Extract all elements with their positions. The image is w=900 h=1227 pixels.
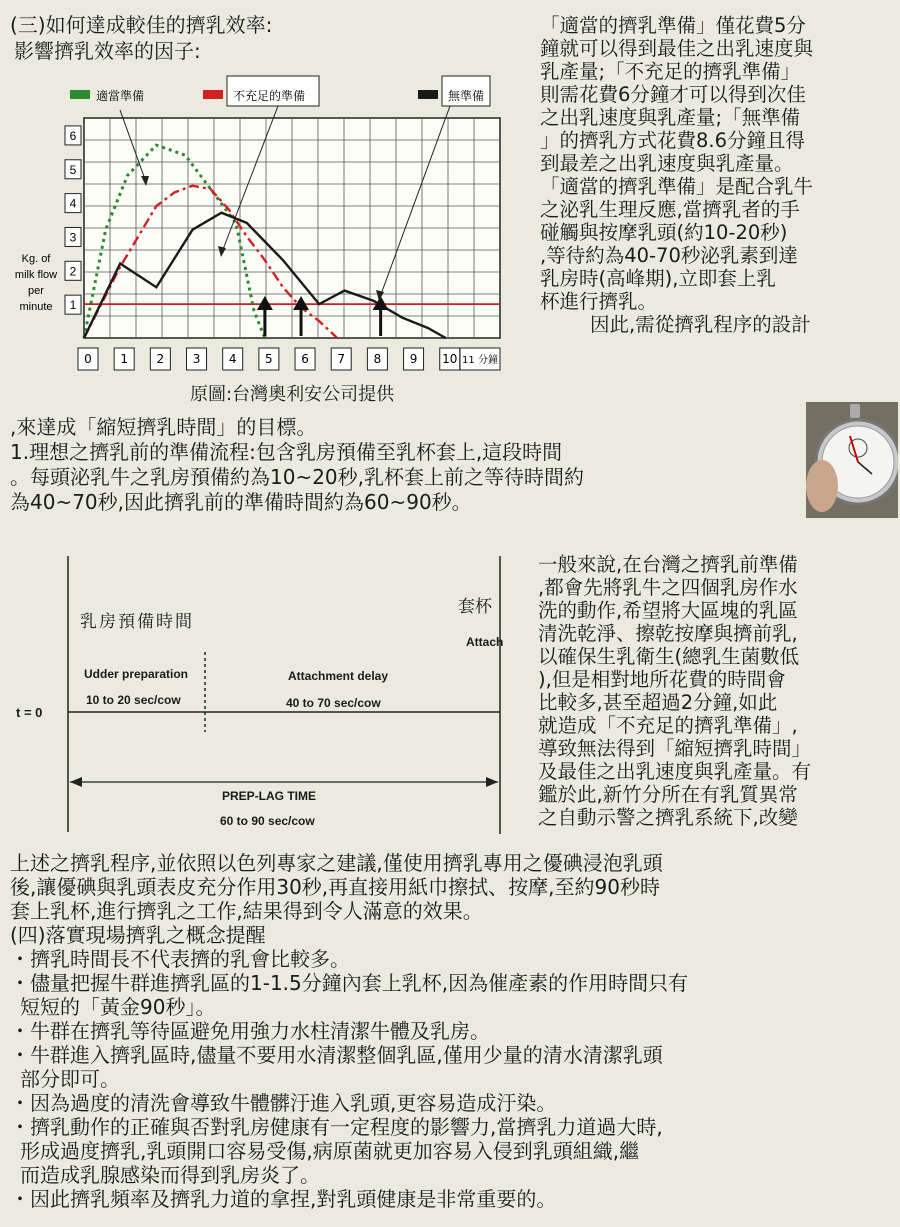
text-line: 之自動示警之擠乳系統下,改變 — [538, 806, 798, 829]
prep-lag-range: 60 to 90 sec/cow — [220, 814, 315, 828]
text-line: 乳產量;「不充足的擠乳準備」 — [540, 60, 801, 83]
x-tick-label: 6 — [301, 352, 309, 366]
y-axis-label: Kg. of — [21, 253, 51, 265]
x-tick-label: 7 — [337, 352, 346, 366]
x-tick-label: 2 — [156, 352, 165, 366]
text-line: 鐘就可以得到最佳之出乳速度與 — [540, 37, 814, 60]
bullet-continuation: 短短的「黃金90秒」。 — [20, 995, 216, 1019]
y-axis-label: minute — [19, 301, 53, 313]
x-tick-label: 9 — [409, 352, 418, 366]
legend-swatch — [418, 90, 438, 99]
y-axis-label: milk flow — [14, 269, 58, 281]
attachment-delay-label: Attachment delay — [288, 669, 389, 683]
bullet-item: ・因此擠乳頻率及擠乳力道的拿捏,對乳頭健康是非常重要的。 — [10, 1187, 557, 1211]
y-tick-label: 6 — [69, 128, 77, 143]
milk-flow-chart-svg — [8, 70, 513, 400]
bullet-item: ・牛群進入擠乳區時,儘量不要用水清潔整個乳區,僅用少量的清水清潔乳頭 — [10, 1043, 663, 1067]
bullet-item: ・儘量把握牛群進擠乳區的1-1.5分鐘內套上乳杯,因為催產素的作用時間只有 — [10, 971, 689, 995]
text-line: 」的擠乳方式花費8.6分鐘且得 — [540, 129, 806, 152]
x-tick-label: 0 — [84, 352, 92, 366]
text-line: ,等待約為40-70秒泌乳素到達 — [540, 244, 798, 267]
udder-prep-range: 10 to 20 sec/cow — [86, 693, 181, 707]
section-heading: (三)如何達成較佳的擠乳效率: — [10, 13, 273, 37]
bullet-item: ・牛群在擠乳等待區避免用強力水柱清潔牛體及乳房。 — [10, 1019, 490, 1043]
attach-zh-label: 套杯 — [458, 597, 492, 617]
text-line: 乳房時(高峰期),立即套上乳 — [540, 267, 776, 290]
text-line: 上述之擠乳程序,並依照以色列專家之建議,僅使用擠乳專用之優碘浸泡乳頭 — [10, 851, 663, 875]
prep-lag-diagram — [10, 552, 530, 847]
x-tick-label: 8 — [373, 352, 382, 366]
section-subheading: 影響擠乳效率的因子: — [14, 39, 201, 63]
bullet-item: ・擠乳時間長不代表擠的乳會比較多。 — [10, 947, 350, 971]
text-line: 之出乳速度與乳產量;「無準備 — [540, 106, 801, 129]
legend-label: 適當準備 — [96, 89, 145, 103]
text-line: 一般來說,在台灣之擠乳前準備 — [538, 553, 798, 576]
text-line: 。每頭泌乳牛之乳房預備約為10~20秒,乳杯套上前之等待時間約 — [10, 465, 585, 489]
legend-label: 不充足的準備 — [233, 89, 306, 103]
prep-lag-label: PREP-LAG TIME — [222, 789, 317, 803]
text-line: ),但是相對地所花費的時間會 — [538, 668, 786, 691]
text-line: 就造成「不充足的擠乳準備」, — [538, 714, 798, 737]
bullet-item: ・擠乳動作的正確與否對乳房健康有一定程度的影響力,當擠乳力道過大時, — [10, 1115, 663, 1139]
text-line: 「適當的擠乳準備」是配合乳牛 — [540, 175, 814, 198]
x-tick-label: 4 — [228, 352, 237, 366]
text-line: 後,讓優碘與乳頭表皮充分作用30秒,再直接用紙巾擦拭、按摩,至約90秒時 — [10, 875, 660, 899]
text-line: 清洗乾淨、擦乾按摩與擠前乳, — [538, 622, 798, 645]
text-line: 到最差之出乳速度與乳產量。 — [540, 152, 794, 175]
text-line: 以確保生乳衛生(總乳生菌數低 — [538, 645, 800, 668]
udder-prep-zh-label: 乳房預備時間 — [80, 612, 194, 632]
x-tick-label: 11 分鐘 — [462, 355, 498, 366]
y-tick-label: 4 — [69, 196, 77, 211]
text-line: 杯進行擠乳。 — [540, 290, 658, 313]
x-tick-label: 1 — [120, 352, 128, 366]
right-paragraph-1 — [540, 14, 895, 336]
text-line: 套上乳杯,進行擠乳之工作,結果得到令人滿意的效果。 — [10, 899, 483, 923]
text-line: 因此,需從擠乳程序的設計 — [590, 313, 811, 336]
text-line: 「適當的擠乳準備」僅花費5分 — [540, 14, 806, 37]
chart-caption: 原圖:台灣奧利安公司提供 — [190, 384, 395, 405]
text-line: 及最佳之出乳速度與乳產量。有 — [538, 760, 812, 783]
legend-label: 無準備 — [448, 89, 485, 103]
text-line: ,來達成「縮短擠乳時間」的目標。 — [10, 415, 317, 439]
y-tick-label: 5 — [69, 162, 77, 177]
text-line: 之泌乳生理反應,當擠乳者的手 — [540, 198, 800, 221]
y-tick-label: 1 — [69, 298, 77, 313]
text-line: 比較多,甚至超過2分鐘,如此 — [538, 691, 778, 714]
bullet-continuation: 形成過度擠乳,乳頭開口容易受傷,病原菌就更加容易入侵到乳頭組織,繼 — [20, 1139, 640, 1163]
attachment-delay-range: 40 to 70 sec/cow — [286, 696, 381, 710]
text-line: ,都會先將乳牛之四個乳房作水 — [538, 576, 798, 599]
text-line: 1.理想之擠乳前的準備流程:包含乳房預備至乳杯套上,這段時間 — [10, 440, 563, 464]
udder-prep-en-label: Udder preparation — [84, 667, 189, 681]
text-line: 洗的動作,希望將大區塊的乳區 — [538, 599, 798, 622]
milk-flow-chart — [8, 70, 513, 400]
text-line: 碰觸與按摩乳頭(約10-20秒) — [540, 221, 788, 244]
bullet-item: ・因為過度的清洗會導致牛體髒汙進入乳頭,更容易造成汙染。 — [10, 1091, 557, 1115]
text-line: 導致無法得到「縮短擠乳時間」 — [538, 737, 812, 760]
subsection-heading: (四)落實現場擠乳之概念提醒 — [10, 923, 266, 947]
x-tick-label: 5 — [265, 352, 273, 366]
y-axis-label: per — [28, 285, 44, 297]
y-tick-label: 2 — [69, 264, 77, 279]
y-tick-label: 3 — [69, 230, 77, 245]
right-paragraph-2 — [538, 553, 898, 829]
x-tick-label: 10 — [442, 352, 458, 366]
bullet-continuation: 而造成乳腺感染而得到乳房炎了。 — [20, 1163, 320, 1187]
t0-label: t = 0 — [16, 705, 43, 720]
paragraph-1 — [10, 416, 584, 514]
attach-en-label: Attach — [466, 635, 504, 649]
stopwatch-photo — [806, 402, 898, 518]
x-tick-label: 3 — [192, 352, 201, 366]
legend-swatch — [70, 90, 90, 99]
text-line: 鑑於此,新竹分所在有乳質異常 — [538, 783, 798, 806]
text-line: 為40~70秒,因此擠乳前的準備時間約為60~90秒。 — [10, 490, 472, 514]
legend-swatch — [203, 90, 223, 99]
bullet-continuation: 部分即可。 — [20, 1067, 120, 1091]
paragraph-3 — [10, 852, 688, 1211]
text-line: 則需花費6分鐘才可以得到次佳 — [540, 83, 806, 106]
